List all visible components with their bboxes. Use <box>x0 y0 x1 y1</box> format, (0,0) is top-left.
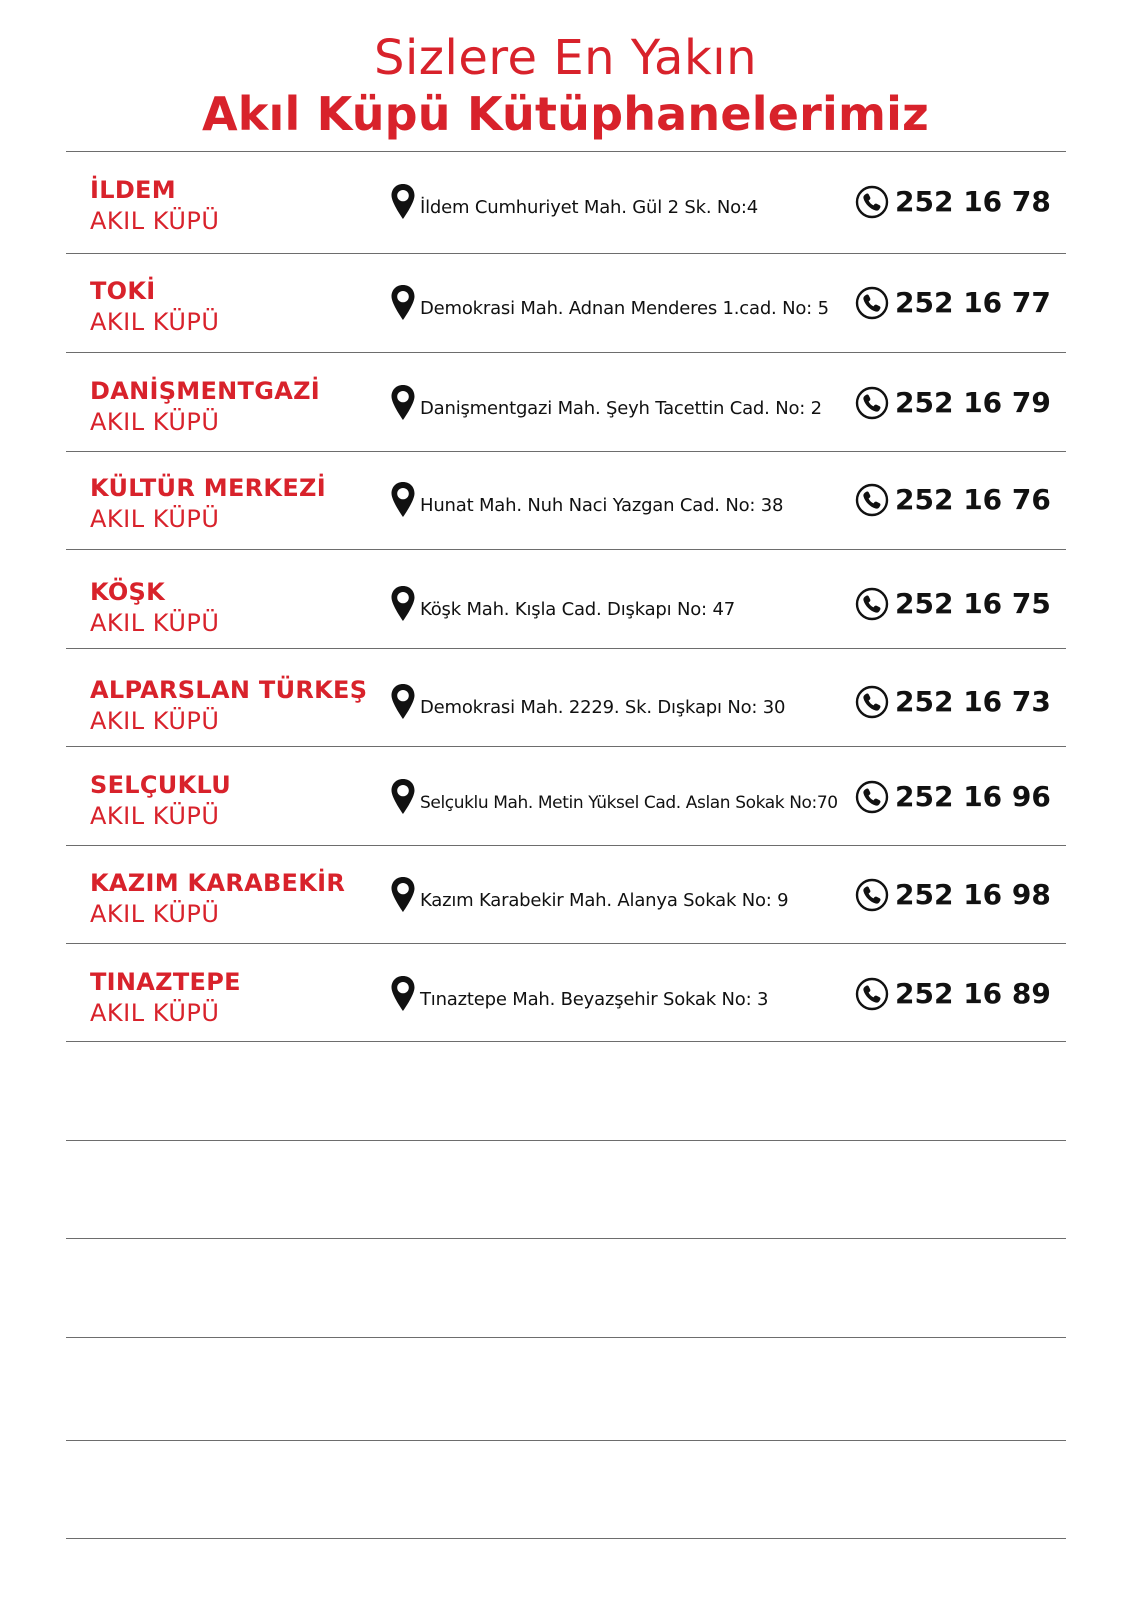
library-phone-block <box>855 685 1051 719</box>
library-phone-block <box>855 483 1051 517</box>
library-name: TOKİ <box>90 277 156 305</box>
library-address-block <box>390 782 838 816</box>
library-subtitle: AKIL KÜPÜ <box>90 900 220 928</box>
location-pin-icon <box>390 778 416 816</box>
library-name: TINAZTEPE <box>90 968 241 996</box>
library-phone: 252 16 77 <box>895 286 1051 319</box>
library-name: DANİŞMENTGAZİ <box>90 377 321 405</box>
library-address: Demokrasi Mah. Adnan Menderes 1.cad. No: 5 <box>420 298 829 319</box>
library-phone-block <box>855 185 1051 219</box>
library-name-block <box>90 770 231 832</box>
location-pin-icon <box>390 384 416 422</box>
page-header <box>0 30 1131 142</box>
phone-icon <box>855 977 889 1011</box>
library-name-block <box>90 376 320 438</box>
library-address-block <box>390 979 768 1013</box>
library-phone: 252 16 78 <box>895 185 1051 218</box>
divider-top <box>66 151 1066 152</box>
library-row <box>0 155 1131 256</box>
library-address: İldem Cumhuriyet Mah. Gül 2 Sk. No:4 <box>420 197 759 218</box>
library-row <box>0 256 1131 357</box>
divider-empty <box>66 1337 1066 1338</box>
library-address-block <box>390 388 822 422</box>
library-row <box>0 356 1131 457</box>
phone-icon <box>855 780 889 814</box>
library-name-block <box>90 473 326 535</box>
library-phone-block <box>855 977 1051 1011</box>
location-pin-icon <box>390 284 416 322</box>
library-phone-block <box>855 780 1051 814</box>
library-subtitle: AKIL KÜPÜ <box>90 505 220 533</box>
location-pin-icon <box>390 975 416 1013</box>
library-address: Danişmentgazi Mah. Şeyh Tacettin Cad. No: 2 <box>420 398 822 419</box>
library-subtitle: AKIL KÜPÜ <box>90 707 220 735</box>
phone-icon <box>855 878 889 912</box>
library-subtitle: AKIL KÜPÜ <box>90 408 220 436</box>
location-pin-icon <box>390 481 416 519</box>
library-address: Tınaztepe Mah. Beyazşehir Sokak No: 3 <box>420 989 769 1010</box>
location-pin-icon <box>390 683 416 721</box>
library-address-block <box>390 687 785 721</box>
location-pin-icon <box>390 183 416 221</box>
location-pin-icon <box>390 876 416 914</box>
location-pin-icon <box>390 585 416 623</box>
divider-empty <box>66 1238 1066 1239</box>
library-name: KÜLTÜR MERKEZİ <box>90 474 326 502</box>
library-name: İLDEM <box>90 176 176 204</box>
library-name-block <box>90 276 219 338</box>
library-address: Köşk Mah. Kışla Cad. Dışkapı No: 47 <box>420 599 735 620</box>
library-address-block <box>390 187 758 221</box>
library-row <box>0 557 1131 658</box>
library-row <box>0 848 1131 949</box>
library-row <box>0 750 1131 851</box>
phone-icon <box>855 386 889 420</box>
divider-empty <box>66 1538 1066 1539</box>
library-phone-block <box>855 878 1051 912</box>
library-phone: 252 16 73 <box>895 685 1051 718</box>
library-address-block <box>390 288 829 322</box>
library-name-block <box>90 675 367 737</box>
library-address-block <box>390 589 735 623</box>
phone-icon <box>855 483 889 517</box>
library-row <box>0 453 1131 554</box>
library-row <box>0 655 1131 756</box>
library-name: SELÇUKLU <box>90 771 231 799</box>
library-name: KAZIM KARABEKİR <box>90 869 346 897</box>
phone-icon <box>855 286 889 320</box>
library-subtitle: AKIL KÜPÜ <box>90 609 220 637</box>
library-phone: 252 16 79 <box>895 386 1051 419</box>
library-phone-block <box>855 386 1051 420</box>
library-name-block <box>90 577 219 639</box>
phone-icon <box>855 685 889 719</box>
library-address: Demokrasi Mah. 2229. Sk. Dışkapı No: 30 <box>420 697 786 718</box>
library-name: ALPARSLAN TÜRKEŞ <box>90 676 368 704</box>
library-phone-block <box>855 587 1051 621</box>
phone-icon <box>855 587 889 621</box>
library-address: Hunat Mah. Nuh Naci Yazgan Cad. No: 38 <box>420 495 784 516</box>
library-phone: 252 16 96 <box>895 780 1051 813</box>
page-title-line2: Akıl Küpü Kütüphanelerimiz <box>201 87 930 141</box>
library-address: Selçuklu Mah. Metin Yüksel Cad. Aslan Sokak No:70 <box>420 793 838 813</box>
library-phone: 252 16 98 <box>895 878 1051 911</box>
library-phone: 252 16 89 <box>895 977 1051 1010</box>
page-title-line1: Sizlere En Yakın <box>373 30 758 86</box>
library-address-block <box>390 485 783 519</box>
phone-icon <box>855 185 889 219</box>
library-row <box>0 947 1131 1048</box>
library-name: KÖŞK <box>90 578 166 606</box>
library-name-block <box>90 868 345 930</box>
library-subtitle: AKIL KÜPÜ <box>90 207 220 235</box>
library-address: Kazım Karabekir Mah. Alanya Sokak No: 9 <box>420 890 789 911</box>
library-name-block <box>90 967 241 1029</box>
library-subtitle: AKIL KÜPÜ <box>90 999 220 1027</box>
library-phone-block <box>855 286 1051 320</box>
library-name-block <box>90 175 219 237</box>
library-subtitle: AKIL KÜPÜ <box>90 802 220 830</box>
library-phone: 252 16 76 <box>895 483 1051 516</box>
library-phone: 252 16 75 <box>895 587 1051 620</box>
library-address-block <box>390 880 788 914</box>
divider-empty <box>66 1440 1066 1441</box>
divider-empty <box>66 1140 1066 1141</box>
library-subtitle: AKIL KÜPÜ <box>90 308 220 336</box>
